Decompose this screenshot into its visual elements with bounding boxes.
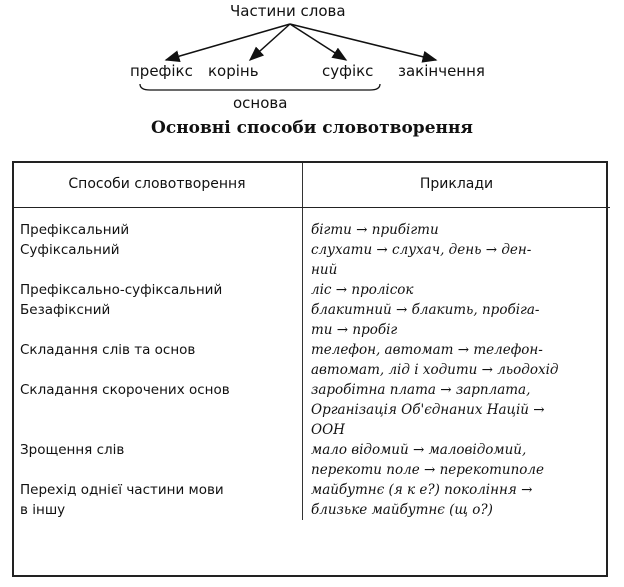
method-prefix: Префіксальний [20,222,130,238]
method-suffix: Суфіксальний [20,242,120,258]
section-title: Основні способи словотворення [151,118,473,138]
example-line: майбутнє (я к е?) покоління → [311,482,533,498]
table-header-row [12,161,610,208]
base-label: основа [233,94,288,112]
method-zero-affix: Безафіксний [20,302,111,318]
part-suffix: суфікс [322,62,374,80]
example-line: Організація Об'єднаних Націй → [311,402,545,418]
example-line: телефон, автомат → телефон- [311,342,543,358]
example-line: мало відомий → маловідомий, [311,442,527,458]
base-bracket [140,84,380,90]
method-compounding: Складання слів та основ [20,342,196,358]
method-prefix-suffix: Префіксально-суфіксальний [20,282,223,298]
example-line: перекоти поле → перекотиполе [311,462,545,478]
example-line: ний [311,262,338,278]
part-root: корінь [208,62,259,80]
example-line: близьке майбутнє (щ о?) [311,502,493,518]
arrow-prefix [166,24,290,60]
word-parts-diagram [0,0,624,118]
example-line: ти → пробіг [311,322,398,338]
methods-cell [12,208,303,521]
part-ending: закінчення [398,62,485,80]
table-body-row [12,208,610,521]
example-line: слухати → слухач, день → ден- [311,242,532,258]
header-methods: Способи словотворення [12,161,303,208]
example-line: заробітна плата → зарплата, [311,382,531,398]
method-fusion: Зрощення слів [20,442,125,458]
arrow-ending [290,24,436,60]
method-conversion-1: Перехід однієї частини мови [20,482,224,498]
example-line: ліс → пролісок [311,282,414,298]
example-line: блакитний → блакить, пробіга- [311,302,540,318]
part-prefix: префікс [130,62,193,80]
diagram-root: Частини слова [230,2,346,20]
example-line: ООН [311,422,345,438]
arrow-suffix [290,24,346,60]
method-abbreviation: Складання скорочених основ [20,382,230,398]
word-formation-table [12,161,610,520]
example-line: бігти → прибігти [311,222,439,238]
diagram-arrows [0,0,624,118]
examples-cell [303,208,611,521]
example-line: автомат, лід і ходити → льодохід [311,362,559,378]
method-conversion-2: в іншу [20,502,66,518]
header-examples: Приклади [303,161,611,208]
